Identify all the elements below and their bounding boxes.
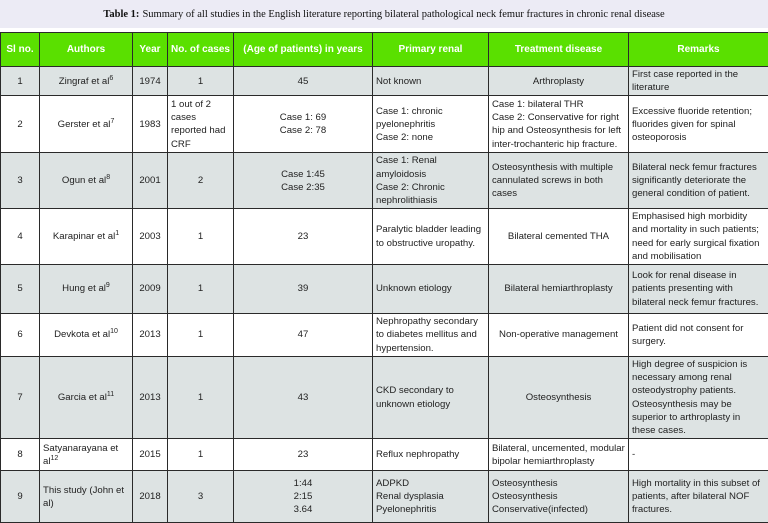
cell-age — [234, 67, 373, 96]
treatment-line: Osteosynthesis — [492, 477, 625, 490]
sl-number: 2 — [17, 119, 22, 130]
renal-line: Nephropathy secondary to diabetes mellitus and hypertension. — [376, 315, 485, 355]
treatment-line: Case 2: Conservative for right hip and Osteosynthesis for left inter-trochanteric hip fracture. — [492, 111, 625, 151]
reference-number: 12 — [50, 455, 58, 462]
remarks-text: - — [632, 449, 635, 460]
treatment-line: Bilateral hemiarthroplasty — [492, 282, 625, 295]
cell-age — [234, 209, 373, 265]
table-row — [1, 265, 768, 314]
age-line: Case 1: 69 — [237, 111, 369, 124]
cell-renal — [373, 314, 489, 357]
cell-renal — [373, 209, 489, 265]
cell-cases — [168, 357, 234, 439]
year-value: 2015 — [139, 449, 160, 460]
cell-remarks — [629, 209, 768, 265]
table-row — [1, 314, 768, 357]
cell-remarks — [629, 96, 768, 153]
cell-age — [234, 314, 373, 357]
year-value: 2013 — [139, 329, 160, 340]
renal-line: Not known — [376, 75, 485, 88]
reference-number: 11 — [107, 391, 114, 398]
cell-sl — [1, 67, 40, 96]
cell-cases — [168, 471, 234, 523]
col-header-treatment: Treatment disease — [489, 33, 629, 67]
sl-number: 5 — [17, 283, 22, 294]
renal-line: Case 1: Renal amyloidosis — [376, 154, 485, 180]
age-line: 3.64 — [237, 503, 369, 516]
reference-number: 6 — [109, 74, 113, 81]
treatment-line: Osteosynthesis with multiple cannulated screws in both cases — [492, 161, 625, 201]
treatment-line: Bilateral, uncemented, modular bipolar hemiarthroplasty — [492, 442, 625, 468]
cell-renal — [373, 439, 489, 471]
remarks-text: Bilateral neck femur fractures significantly deteriorate the general condition of patient. — [632, 162, 757, 199]
cell-year — [133, 471, 168, 523]
cell-cases — [168, 439, 234, 471]
col-header-age: (Age of patients) in years — [234, 33, 373, 67]
cases-value: 2 — [198, 175, 203, 186]
treatment-line: Arthroplasty — [492, 75, 625, 88]
remarks-text: Excessive fluoride retention; fluorides given for spinal osteoporosis — [632, 106, 752, 143]
cell-renal — [373, 265, 489, 314]
caption-text: Summary of all studies in the English literature reporting bilateral pathological neck femur fractures in chronic renal disease — [142, 9, 664, 20]
cell-sl — [1, 209, 40, 265]
cell-remarks — [629, 265, 768, 314]
cell-cases — [168, 96, 234, 153]
cell-treatment — [489, 439, 629, 471]
cell-cases — [168, 153, 234, 209]
cell-treatment — [489, 314, 629, 357]
author-name: Zingraf et al — [59, 76, 110, 87]
cell-treatment — [489, 96, 629, 153]
cell-treatment — [489, 471, 629, 523]
cell-age — [234, 265, 373, 314]
remarks-text: High degree of suspicion is necessary among renal osteodystrophy patients. Osteosynthesis may be superior to arthroplasty in these cases. — [632, 359, 747, 436]
cell-cases — [168, 265, 234, 314]
cases-value: 3 — [198, 491, 203, 502]
age-line: 23 — [237, 230, 369, 243]
cell-sl — [1, 96, 40, 153]
treatment-line: Conservative(infected) — [492, 503, 625, 516]
cases-value: 1 — [198, 449, 203, 460]
cell-author — [40, 314, 133, 357]
year-value: 1974 — [139, 76, 160, 87]
sl-number: 8 — [17, 449, 22, 460]
cell-age — [234, 96, 373, 153]
remarks-text: Look for renal disease in patients presenting with bilateral neck femur fractures. — [632, 270, 758, 307]
author-name: This study (John et al) — [43, 485, 124, 509]
author-name: Devkota et al — [54, 329, 110, 340]
year-value: 2003 — [139, 231, 160, 242]
cell-renal — [373, 153, 489, 209]
cases-value: 1 — [198, 231, 203, 242]
author-name: Satyanarayana et al — [43, 443, 118, 467]
cell-treatment — [489, 357, 629, 439]
table-row — [1, 67, 768, 96]
cell-renal — [373, 471, 489, 523]
cell-author — [40, 153, 133, 209]
age-line: 39 — [237, 282, 369, 295]
age-line: 43 — [237, 391, 369, 404]
author-name: Gerster et al — [58, 119, 111, 130]
sl-number: 4 — [17, 231, 22, 242]
remarks-text: Patient did not consent for surgery. — [632, 323, 743, 347]
cell-author — [40, 96, 133, 153]
caption-label: Table 1: — [103, 9, 139, 20]
cell-author — [40, 265, 133, 314]
cell-cases — [168, 314, 234, 357]
cell-treatment — [489, 265, 629, 314]
cell-renal — [373, 67, 489, 96]
cell-year — [133, 67, 168, 96]
age-line: 23 — [237, 448, 369, 461]
cell-renal — [373, 357, 489, 439]
cell-author — [40, 67, 133, 96]
cell-remarks — [629, 439, 768, 471]
cell-remarks — [629, 471, 768, 523]
table-caption — [0, 0, 768, 28]
cell-cases — [168, 67, 234, 96]
renal-line: Case 1: chronic pyelonephritis — [376, 105, 485, 131]
cases-value: 1 — [198, 283, 203, 294]
cell-sl — [1, 471, 40, 523]
age-line: Case 2:35 — [237, 181, 369, 194]
cell-sl — [1, 265, 40, 314]
col-header-authors: Authors — [40, 33, 133, 67]
treatment-line: Bilateral cemented THA — [492, 230, 625, 243]
treatment-line: Osteosynthesis — [492, 490, 625, 503]
table-row — [1, 153, 768, 209]
cases-value: 1 — [198, 76, 203, 87]
cell-remarks — [629, 357, 768, 439]
treatment-line: Non-operative management — [492, 328, 625, 341]
age-line: 2:15 — [237, 490, 369, 503]
cell-year — [133, 153, 168, 209]
cell-author — [40, 209, 133, 265]
col-header-year: Year — [133, 33, 168, 67]
author-name: Karapinar et al — [53, 231, 115, 242]
col-header-cases: No. of cases — [168, 33, 234, 67]
col-header-remarks: Remarks — [629, 33, 768, 67]
cell-treatment — [489, 153, 629, 209]
age-line: Case 2: 78 — [237, 124, 369, 137]
table-row — [1, 439, 768, 471]
header-row — [1, 33, 768, 67]
reference-number: 10 — [110, 328, 118, 335]
cell-sl — [1, 439, 40, 471]
cell-sl — [1, 153, 40, 209]
cell-remarks — [629, 153, 768, 209]
year-value: 2009 — [139, 283, 160, 294]
renal-line: Paralytic bladder leading to obstructive uropathy. — [376, 223, 485, 249]
cell-cases — [168, 209, 234, 265]
cell-sl — [1, 314, 40, 357]
renal-line: Pyelonephritis — [376, 503, 485, 516]
reference-number: 1 — [115, 230, 119, 237]
renal-line: ADPKD — [376, 477, 485, 490]
cell-treatment — [489, 209, 629, 265]
sl-number: 7 — [17, 392, 22, 403]
studies-table — [0, 32, 768, 523]
col-header-renal: Primary renal — [373, 33, 489, 67]
renal-line: CKD secondary to unknown etiology — [376, 384, 485, 410]
renal-line: Case 2: none — [376, 131, 485, 144]
table-row — [1, 357, 768, 439]
renal-line: Reflux nephropathy — [376, 448, 485, 461]
cell-age — [234, 357, 373, 439]
remarks-text: First case reported in the literature — [632, 69, 738, 93]
author-name: Garcia et al — [58, 392, 107, 403]
age-line: Case 1:45 — [237, 168, 369, 181]
cell-age — [234, 471, 373, 523]
cell-year — [133, 96, 168, 153]
table-row — [1, 471, 768, 523]
cell-age — [234, 153, 373, 209]
sl-number: 1 — [17, 76, 22, 87]
cell-renal — [373, 96, 489, 153]
reference-number: 8 — [106, 174, 110, 181]
cell-author — [40, 471, 133, 523]
remarks-text: Emphasised high morbidity and mortality in such patients; need for early surgical fixation and mobilisation — [632, 211, 759, 262]
cases-value: 1 — [198, 329, 203, 340]
cell-author — [40, 439, 133, 471]
table-row — [1, 96, 768, 153]
cases-value: 1 — [198, 392, 203, 403]
age-line: 47 — [237, 328, 369, 341]
cell-remarks — [629, 67, 768, 96]
sl-number: 9 — [17, 491, 22, 502]
treatment-line: Case 1: bilateral THR — [492, 98, 625, 111]
author-name: Hung et al — [62, 283, 106, 294]
sl-number: 6 — [17, 329, 22, 340]
age-line: 1:44 — [237, 477, 369, 490]
cell-author — [40, 357, 133, 439]
year-value: 1983 — [139, 119, 160, 130]
remarks-text: High mortality in this subset of patients, after bilateral NOF fractures. — [632, 478, 760, 515]
author-name: Ogun et al — [62, 175, 106, 186]
reference-number: 7 — [110, 118, 114, 125]
table-row — [1, 209, 768, 265]
cell-sl — [1, 357, 40, 439]
sl-number: 3 — [17, 175, 22, 186]
renal-line: Unknown etiology — [376, 282, 485, 295]
cell-remarks — [629, 314, 768, 357]
renal-line: Renal dysplasia — [376, 490, 485, 503]
age-line: 45 — [237, 75, 369, 88]
renal-line: Case 2: Chronic nephrolithiasis — [376, 181, 485, 207]
treatment-line: Osteosynthesis — [492, 391, 625, 404]
cell-year — [133, 314, 168, 357]
year-value: 2001 — [139, 175, 160, 186]
cell-treatment — [489, 67, 629, 96]
year-value: 2018 — [139, 491, 160, 502]
reference-number: 9 — [106, 282, 110, 289]
cases-value: 1 out of 2 cases reported had CRF — [171, 99, 225, 150]
cell-year — [133, 439, 168, 471]
cell-year — [133, 265, 168, 314]
year-value: 2013 — [139, 392, 160, 403]
cell-year — [133, 209, 168, 265]
cell-age — [234, 439, 373, 471]
col-header-sl: Sl no. — [1, 33, 40, 67]
cell-year — [133, 357, 168, 439]
